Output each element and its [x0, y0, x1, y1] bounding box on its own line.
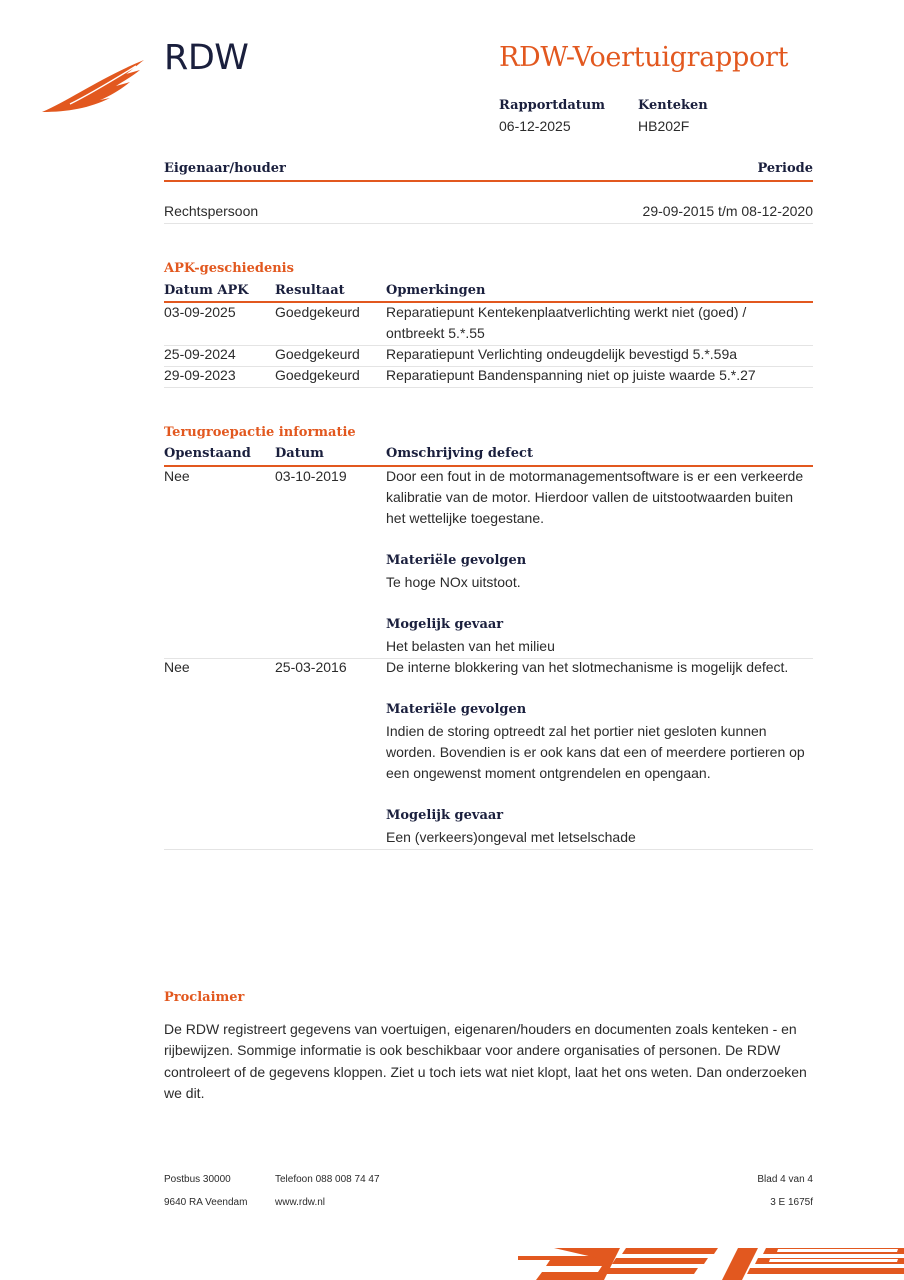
apk-col-date: Datum APK	[164, 283, 249, 298]
recall-description: kalibratie van de motor. Hierdoor vallen de uitstootwaarden buiten	[386, 489, 794, 505]
footer-phone: Telefoon 088 008 74 47	[275, 1174, 380, 1185]
recall-col-open: Openstaand	[164, 446, 251, 461]
owner-row-divider	[164, 223, 813, 224]
recall-title: Terugroepactie informatie	[164, 425, 356, 440]
recall-col-date: Datum	[275, 446, 324, 461]
footer-postbus: Postbus 30000	[164, 1174, 231, 1185]
apk-date: 03-09-2025	[164, 304, 236, 320]
apk-col-result: Resultaat	[275, 283, 345, 298]
recall-open: Nee	[164, 659, 190, 675]
apk-date: 29-09-2023	[164, 367, 236, 383]
recall-description: het wettelijke toegestane.	[386, 510, 544, 526]
apk-remark: Reparatiepunt Verlichting ondeugdelijk bevestigd 5.*.59a	[386, 346, 738, 362]
plate-label: Kenteken	[638, 98, 708, 113]
footer-code: 3 E 1675f	[770, 1197, 813, 1208]
footer-page-number: Blad 4 van 4	[757, 1174, 813, 1185]
row-divider	[164, 387, 813, 388]
footer-website-link[interactable]: www.rdw.nl	[275, 1197, 326, 1208]
owner-label: Eigenaar/houder	[164, 161, 286, 176]
row-divider	[164, 849, 813, 850]
apk-date: 25-09-2024	[164, 346, 236, 362]
recall-description: De interne blokkering van het slotmechanisme is mogelijk defect.	[386, 659, 789, 675]
apk-result: Goedgekeurd	[275, 346, 360, 362]
apk-remark: Reparatiepunt Bandenspanning niet op juiste waarde 5.*.27	[386, 367, 756, 383]
apk-col-remarks: Opmerkingen	[386, 283, 486, 298]
consequences-label: Materiële gevolgen	[386, 553, 527, 568]
apk-remark: Reparatiepunt Kentekenplaatverlichting werkt niet (goed) /	[386, 304, 747, 320]
owner-value: Rechtspersoon	[164, 203, 259, 219]
consequences-text: een ongewenst moment ontgrendelen en opengaan.	[386, 765, 711, 781]
consequences-text: Te hoge NOx uitstoot.	[386, 574, 521, 590]
consequences-label: Materiële gevolgen	[386, 702, 527, 717]
period-label: Periode	[757, 161, 813, 176]
proclaimer-text: De RDW registreert gegevens van voertuigen, eigenaren/houders en documenten zoals kenteken - en rijbewijzen. Sommige informatie is ook beschikbaar voor andere organisaties of personen. De RDW controleert of de gegevens kloppen. Ziet u toch iets wat niet klopt, laat het ons weten. Dan onderzoeken we dit.	[164, 1021, 807, 1101]
apk-result: Goedgekeurd	[275, 304, 360, 320]
recall-date: 03-10-2019	[275, 468, 347, 484]
plate-number: HB202F	[638, 118, 690, 134]
report-date: 06-12-2025	[499, 118, 571, 134]
danger-label: Mogelijk gevaar	[386, 808, 504, 823]
brand-name: RDW	[164, 38, 249, 78]
report-title: RDW-Voertuigrapport	[499, 42, 789, 73]
apk-title: APK-geschiedenis	[164, 261, 294, 276]
apk-remark-continued: ontbreekt 5.*.55	[386, 325, 485, 341]
apk-result: Goedgekeurd	[275, 367, 360, 383]
danger-label: Mogelijk gevaar	[386, 617, 504, 632]
owner-divider	[164, 180, 813, 182]
danger-text: Het belasten van het milieu	[386, 638, 555, 654]
consequences-text: worden. Bovendien is er ook kans dat een of meerdere portieren op	[386, 744, 805, 760]
recall-open: Nee	[164, 468, 190, 484]
rdw-wing-logo-icon	[40, 56, 150, 118]
recall-col-description: Omschrijving defect	[386, 446, 533, 461]
danger-text: Een (verkeers)ongeval met letselschade	[386, 829, 636, 845]
owner-period: 29-09-2015 t/m 08-12-2020	[642, 203, 813, 219]
recall-description: Door een fout in de motormanagementsoftware is er een verkeerde	[386, 468, 804, 484]
recall-date: 25-03-2016	[275, 659, 347, 675]
consequences-text: Indien de storing optreedt zal het portier niet gesloten kunnen	[386, 723, 767, 739]
footer-stripes-icon	[518, 1244, 904, 1280]
footer-city: 9640 RA Veendam	[164, 1197, 248, 1208]
report-date-label: Rapportdatum	[499, 98, 605, 113]
proclaimer-title: Proclaimer	[164, 990, 245, 1005]
